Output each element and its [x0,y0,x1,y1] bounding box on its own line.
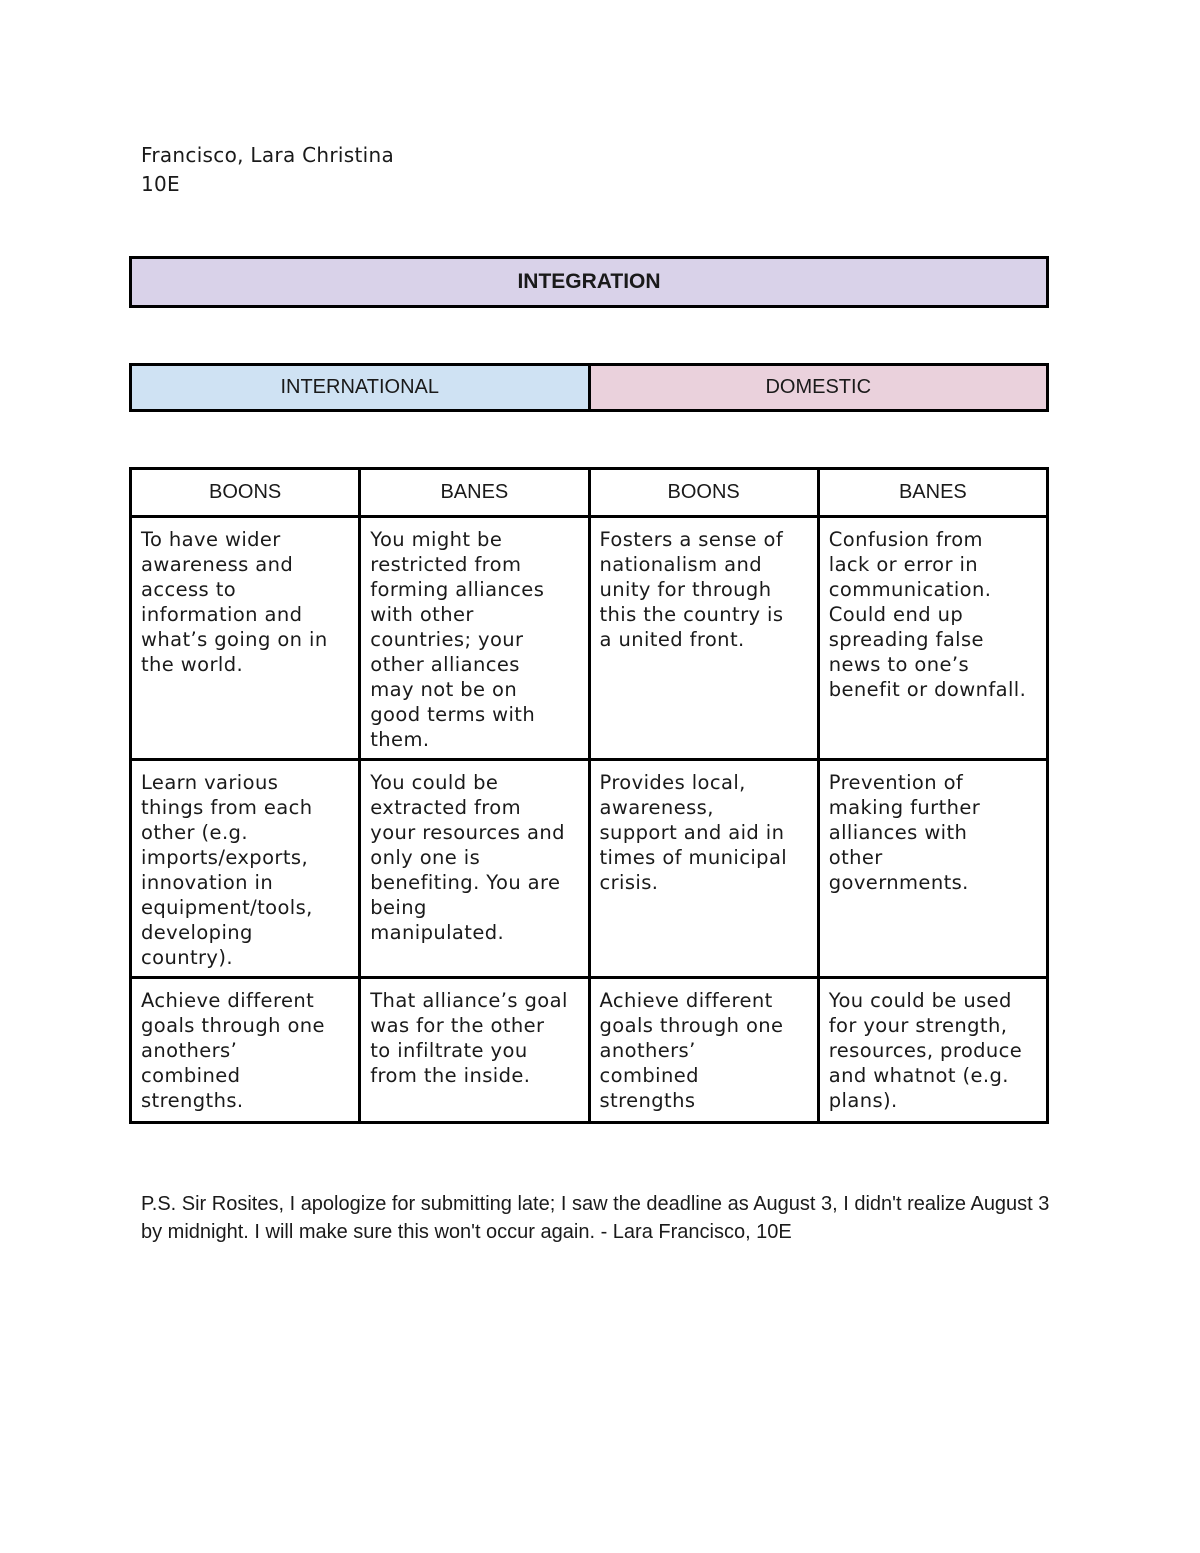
table-cell: Achieve different goals through one anothers’ combined strengths. [131,978,360,1123]
table-cell: Achieve different goals through one anothers’ combined strengths [589,978,818,1123]
table-cell: Prevention of making further alliances with other governments. [818,760,1047,978]
table-cell: Learn various things from each other (e.g. imports/exports, innovation in equipment/tools, developing country). [131,760,360,978]
header-dom-banes: BANES [818,469,1047,517]
scope-row [131,365,1048,411]
header-dom-boons: BOONS [589,469,818,517]
scope-international: INTERNATIONAL [131,365,590,411]
integration-title: INTEGRATION [129,256,1049,308]
table-cell: Fosters a sense of nationalism and unity for through this the country is a united front. [589,517,818,760]
table-cell: Provides local, awareness, support and aid in times of municipal crisis. [589,760,818,978]
table-cell: You might be restricted from forming alliances with other countries; your other alliances may not be on good terms with them. [360,517,589,760]
table-cell: You could be extracted from your resources and only one is benefiting. You are being manipulated. [360,760,589,978]
scope-header-table [129,363,1049,412]
header-intl-banes: BANES [360,469,589,517]
table-cell: To have wider awareness and access to information and what’s going on in the world. [131,517,360,760]
table-cell: Confusion from lack or error in communication. Could end up spreading false news to one’s benefit or downfall. [818,517,1047,760]
table-header-row [131,469,1048,517]
student-class: 10E [141,172,180,196]
table-row [131,760,1048,978]
header-intl-boons: BOONS [131,469,360,517]
table-cell: That alliance’s goal was for the other to infiltrate you from the inside. [360,978,589,1123]
student-name: Francisco, Lara Christina [141,143,395,167]
apology-footnote: P.S. Sir Rosites, I apologize for submitting late; I saw the deadline as August 3, I didn't realize August 3 by midnight. I will make sure this won't occur again. - Lara Francisco, 10E [141,1193,1050,1243]
table-row [131,517,1048,760]
boons-banes-table [129,467,1049,1124]
table-row [131,978,1048,1123]
table-cell: You could be used for your strength, resources, produce and whatnot (e.g. plans). [818,978,1047,1123]
scope-domestic: DOMESTIC [589,365,1048,411]
